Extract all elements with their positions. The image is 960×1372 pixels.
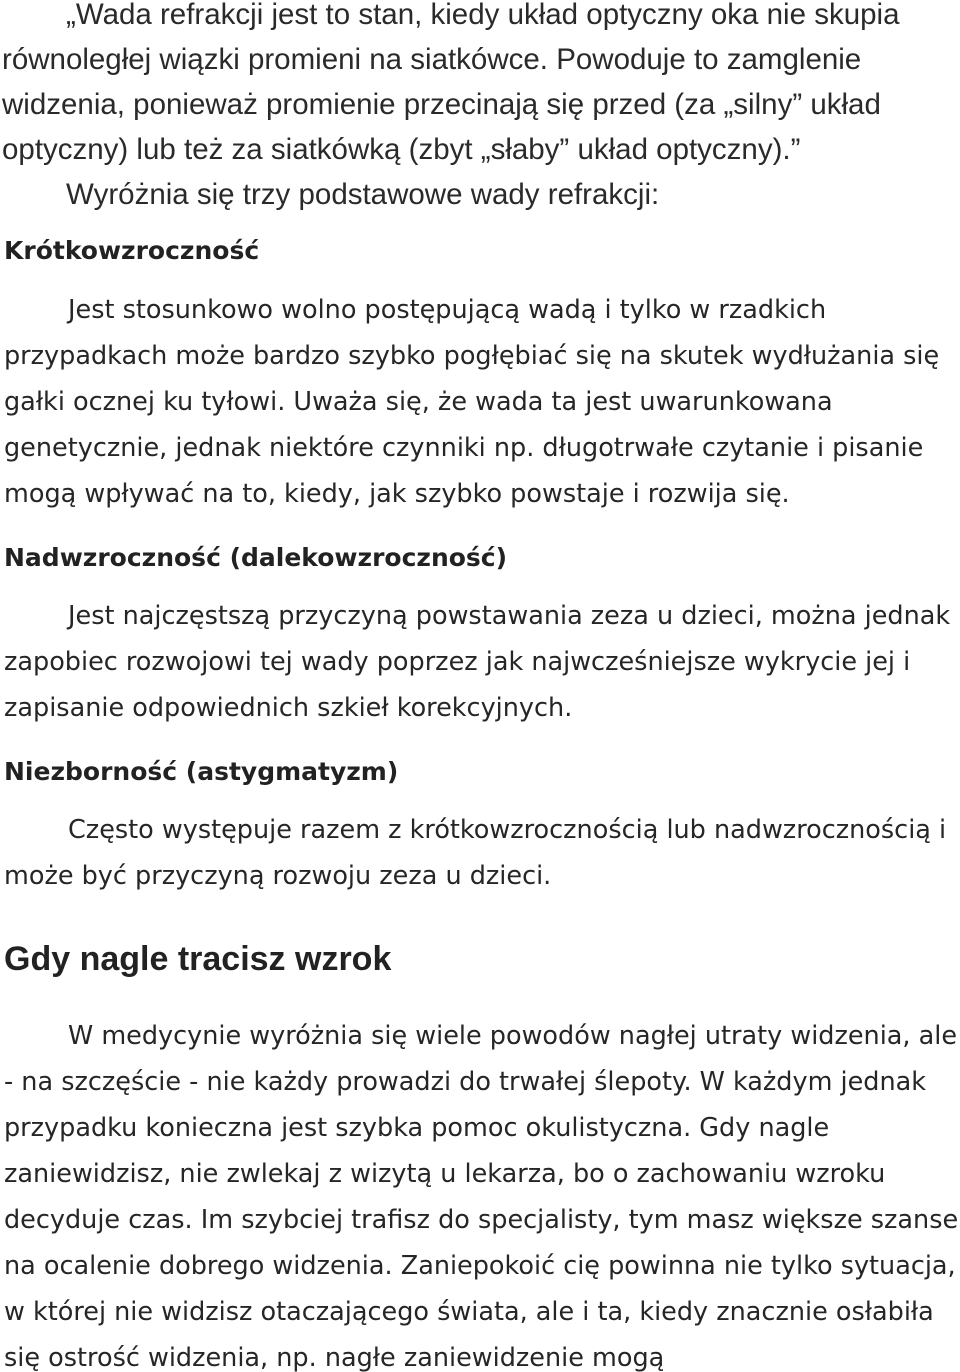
intro-lead: Wyróżnia się trzy podstawowe wady refrakcji: <box>66 178 660 211</box>
paragraph-hyperopia: Jest najczęstszą przyczyną powstawania zeza u dzieci, można jednak zapobiec rozwojowi tej wady poprzez jak najwcześniejsze wykrycie jej i zapisanie odpowiednich szkieł korekcyjnych. <box>4 601 951 723</box>
paragraph-myopia: Jest stosunkowo wolno postępującą wadą i tylko w rzadkich przypadkach może bardzo szybko pogłębiać się na skutek wydłużania się gałki ocznej ku tyłowi. Uważa się, że wada ta jest uwarunkowana genetycznie, jednak niektóre czynniki np. długotrwałe czytanie i pisanie mogą wpływać na to, kiedy, jak szybko powstaje i rozwija się. <box>4 295 940 509</box>
heading-astigmatism: Niezborność (astygmatyzm) <box>4 757 399 786</box>
paragraph-astigmatism: Często występuje razem z krótkowzrocznością lub nadwzrocznością i może być przyczyną rozwoju zeza u dzieci. <box>4 815 947 891</box>
intro-quote: „Wada refrakcji jest to stan, kiedy układ optyczny oka nie skupia równoległej wiązki promieni na siatkówce. Powoduje to zamglenie widzenia, ponieważ promienie przecinają się przed (za „silny” układ optyczny) lub też za siatkówką (zbyt „słaby” układ optyczny).” <box>2 0 900 166</box>
paragraph-sudden-vision-loss: W medycynie wyróżnia się wiele powodów nagłej utraty widzenia, ale - na szczęście - nie każdy prowadzi do trwałej ślepoty. W każdym jednak przypadku konieczna jest szybka pomoc okulistyczna. Gdy nagle zaniewidzisz, nie zwlekaj z wizytą u lekarza, bo o zachowaniu wzroku decyduje czas. Im szybciej trafisz do specjalisty, tym masz większe szanse na ocalenie dobrego widzenia. Zaniepokoić cię powinna nie tylko sytuacja, w której nie widzisz otaczającego świata, ale i ta, kiedy znacznie osłabiła się ostrość widzenia, np. nagłe zaniewidzenie mogą <box>4 1021 959 1372</box>
intro-quote-block <box>2 0 958 217</box>
article-title: Gdy nagle tracisz wzrok <box>4 940 392 978</box>
heading-myopia: Krótkowzroczność <box>4 236 260 265</box>
heading-hyperopia: Nadwzroczność (dalekowzroczność) <box>4 543 508 572</box>
